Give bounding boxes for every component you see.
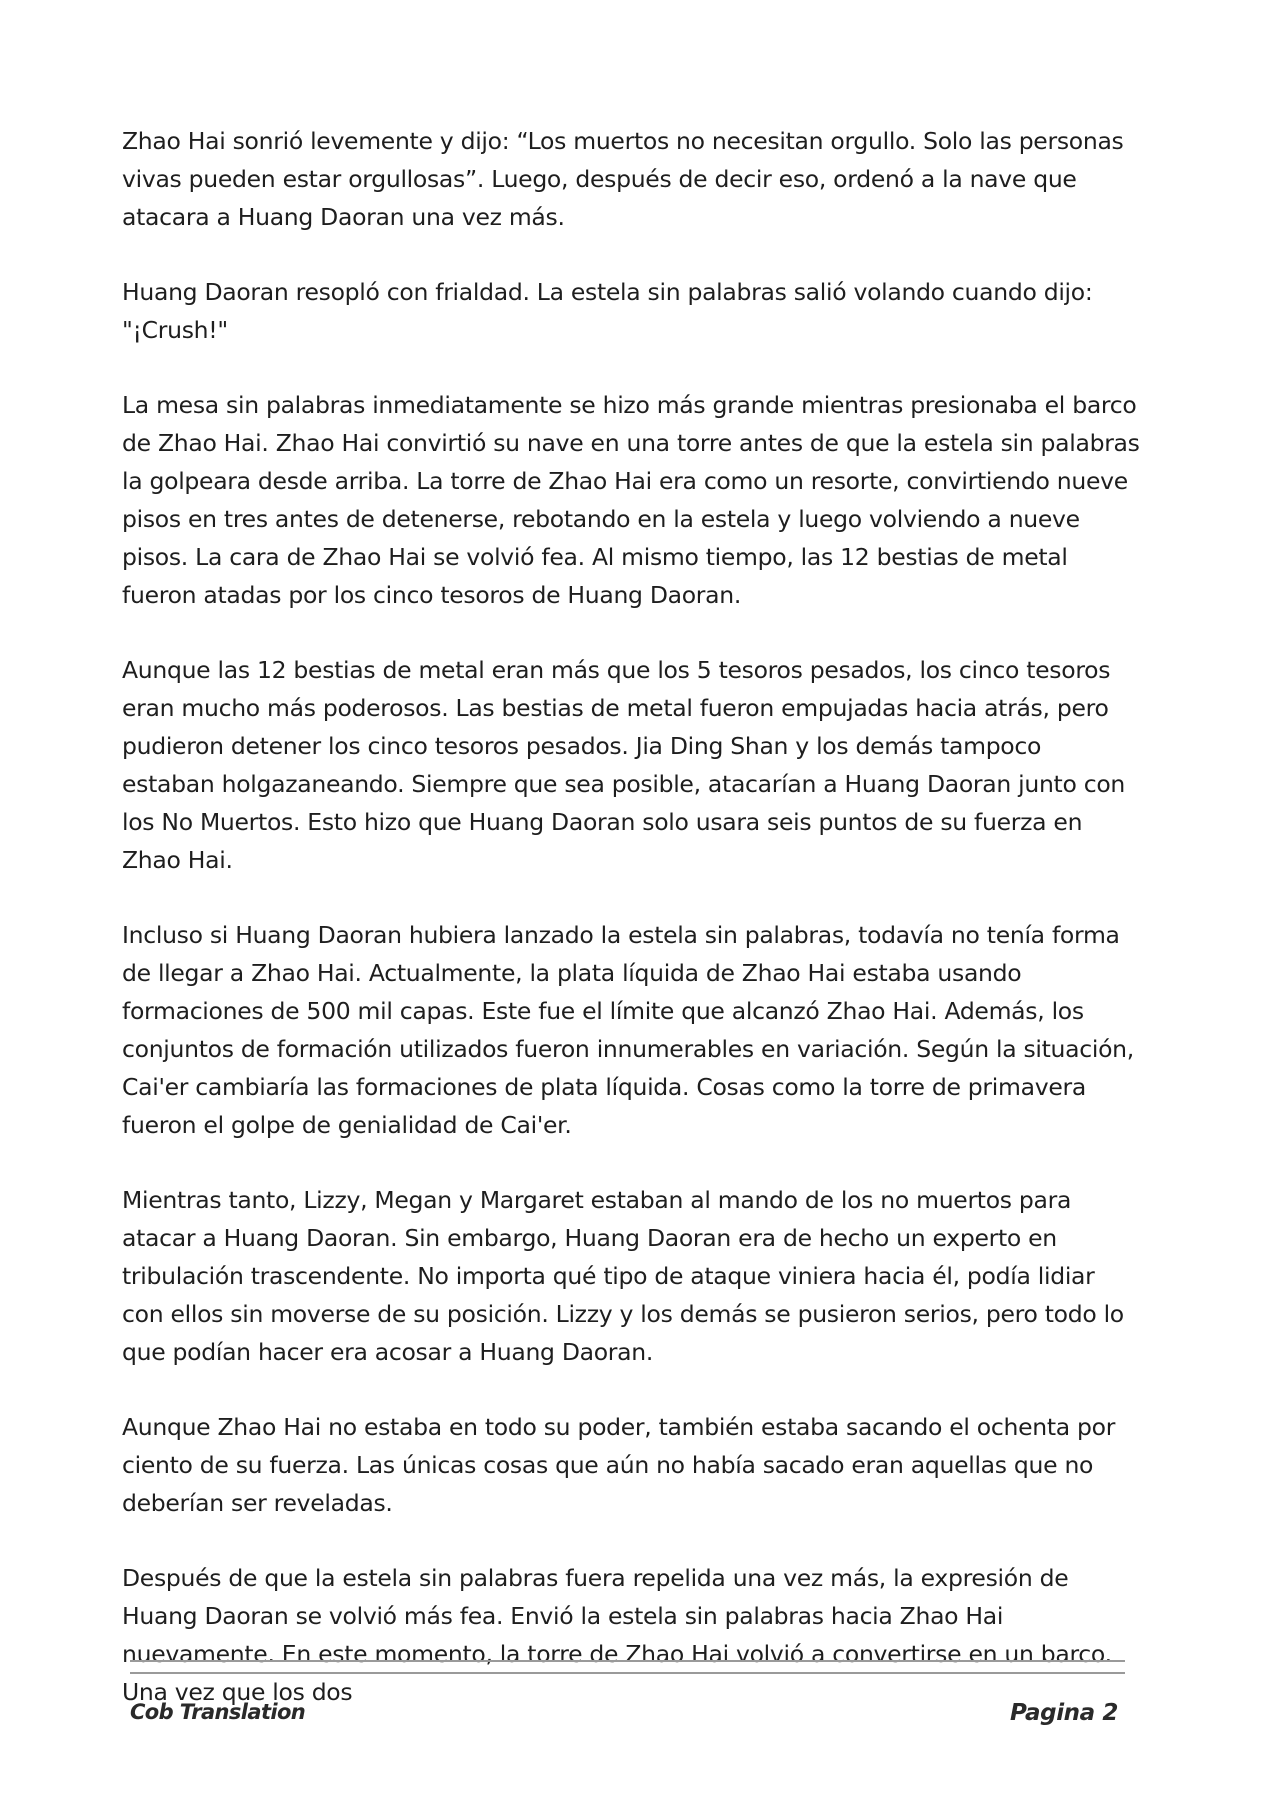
- footer-divider: [130, 1672, 1125, 1674]
- document-body: [122, 122, 1140, 1748]
- paragraph: Zhao Hai sonrió levemente y dijo: “Los muertos no necesitan orgullo. Solo las personas vivas pueden estar orgullosas”. Luego, después de decir eso, ordenó a la nave que atacara a Huang Daoran una vez más.: [122, 127, 1124, 231]
- paragraph: Después de que la estela sin palabras fuera repelida una vez más, la expresión de Huang Daoran se volvió más fea. Envió la estela sin palabras hacia Zhao Hai nuevamente. En este momento, la torre de Zhao Hai volvió a convertirse en un barco. Una vez que los dos: [122, 1564, 1112, 1706]
- paragraph: La mesa sin palabras inmediatamente se hizo más grande mientras presionaba el barco de Zhao Hai. Zhao Hai convirtió su nave en una torre antes de que la estela sin palabras la golpeara desde arriba. La torre de Zhao Hai era como un resorte, convirtiendo nueve pisos en tres antes de detenerse, rebotando en la estela y luego volviendo a nueve pisos. La cara de Zhao Hai se volvió fea. Al mismo tiempo, las 12 bestias de metal fueron atadas por los cinco tesoros de Huang Daoran.: [122, 391, 1140, 609]
- paragraph: Incluso si Huang Daoran hubiera lanzado la estela sin palabras, todavía no tenía forma de llegar a Zhao Hai. Actualmente, la plata líquida de Zhao Hai estaba usando formaciones de 500 mil capas. Este fue el límite que alcanzó Zhao Hai. Además, los conjuntos de formación utilizados fueron innumerables en variación. Según la situación, Cai'er cambiaría las formaciones de plata líquida. Cosas como la torre de primavera fueron el golpe de genialidad de Cai'er.: [122, 921, 1134, 1139]
- paragraph: Mientras tanto, Lizzy, Megan y Margaret estaban al mando de los no muertos para atacar a Huang Daoran. Sin embargo, Huang Daoran era de hecho un experto en tribulación trascendente. No importa qué tipo de ataque viniera hacia él, podía lidiar con ellos sin moverse de su posición. Lizzy y los demás se pusieron serios, pero todo lo que podían hacer era acosar a Huang Daoran.: [122, 1186, 1124, 1366]
- footer-source: Cob Translation: [130, 1700, 306, 1724]
- paragraph: Aunque Zhao Hai no estaba en todo su poder, también estaba sacando el ochenta por ciento de su fuerza. Las únicas cosas que aún no había sacado eran aquellas que no deberían ser reveladas.: [122, 1413, 1116, 1517]
- paragraph: Aunque las 12 bestias de metal eran más que los 5 tesoros pesados, los cinco tesoros eran mucho más poderosos. Las bestias de metal fueron empujadas hacia atrás, pero pudieron detener los cinco tesoros pesados. Jia Ding Shan y los demás tampoco estaban holgazaneando. Siempre que sea posible, atacarían a Huang Daoran junto con los No Muertos. Esto hizo que Huang Daoran solo usara seis puntos de su fuerza en Zhao Hai.: [122, 656, 1126, 874]
- footer-divider: [130, 1660, 1125, 1662]
- paragraph: Huang Daoran resopló con frialdad. La estela sin palabras salió volando cuando dijo: "¡Crush!": [122, 278, 1093, 344]
- page-number: Pagina 2: [1010, 1700, 1118, 1726]
